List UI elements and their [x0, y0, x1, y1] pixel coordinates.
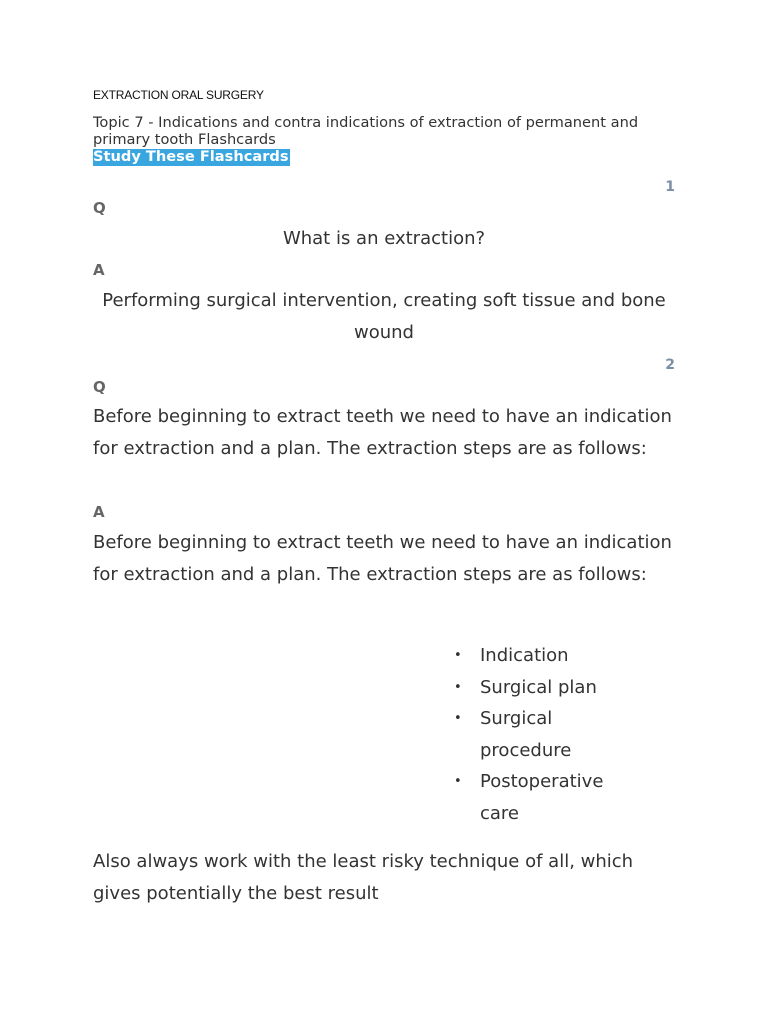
card-2-answer-intro: Before beginning to extract teeth we need to have an indication for extraction and a plan. The extraction steps are as follows: [93, 532, 672, 585]
card-1-question: What is an extraction? [282, 228, 486, 249]
card-number-2: 2 [665, 357, 675, 373]
card-number-1: 1 [665, 179, 675, 195]
topic-title: Topic 7 - Indications and contra indications of extraction of permanent and primary tooth Flashcards [93, 114, 639, 148]
study-flashcards-link[interactable]: Study These Flashcards [93, 148, 289, 165]
list-item [453, 672, 630, 704]
list-item [453, 703, 630, 766]
bullet-icon: • [454, 648, 462, 663]
card-2-answer-outro: Also always work with the least risky technique of all, which gives potentially the best result [93, 851, 634, 904]
bullet-icon: • [454, 679, 462, 695]
card-1-answer-label: A [93, 261, 105, 279]
card-1-answer: Performing surgical intervention, creating soft tissue and bone wound [102, 290, 666, 343]
bullet-icon: • [454, 774, 462, 789]
list-item [453, 640, 630, 672]
doc-header-label: EXTRACTION ORAL SURGERY [93, 88, 264, 102]
card-2-question: Before beginning to extract teeth we need to have an indication for extraction and a plan. The extraction steps are as follows: [93, 406, 672, 459]
list-item [453, 766, 630, 829]
list-item-text: Postoperative care [480, 771, 604, 824]
card-2-answer-label: A [93, 503, 105, 521]
extraction-steps-list [453, 640, 653, 829]
list-item-text: Surgical plan [480, 676, 597, 698]
card-1-question-label: Q [93, 199, 106, 217]
bullet-icon: • [454, 711, 462, 726]
list-item-text: Indication [480, 645, 569, 666]
card-2-question-label: Q [93, 378, 106, 396]
list-item-text: Surgical procedure [480, 708, 572, 761]
